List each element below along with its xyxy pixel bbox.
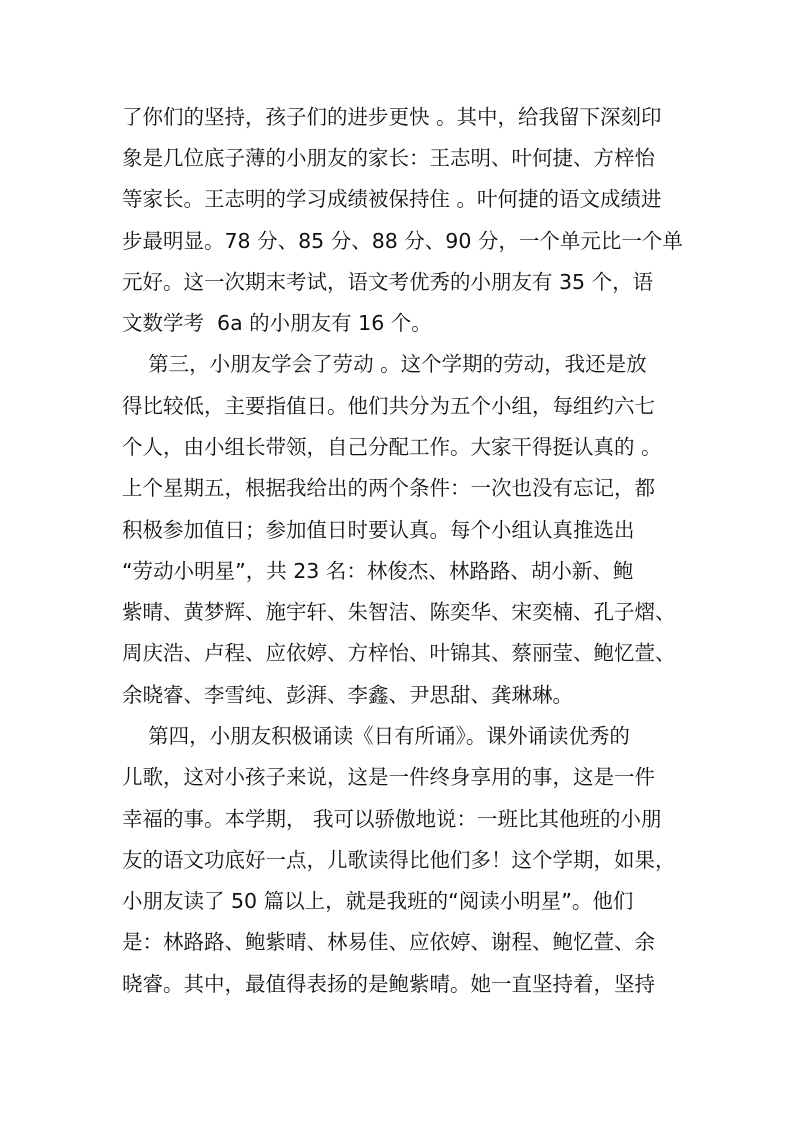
text-line: 第三，小朋友学会了劳动 。这个学期的劳动，我还是放 <box>122 352 647 376</box>
text-line: 周庆浩、卢程、应依婷、方梓怡、叶锦其、蔡丽莹、鲍忆萱、 <box>122 641 676 665</box>
text-line: 幸福的事。本学期， 我可以骄傲地说：一班比其他班的小朋 <box>122 807 662 831</box>
text-line: 是：林路路、鲍紫晴、林易佳、应依婷、谢程、鲍忆萱、余 <box>122 930 655 954</box>
text-line: 步最明显。78 分、85 分、88 分、90 分，一个单元比一个单 <box>122 229 683 253</box>
text-line: 紫晴、黄梦辉、施宇轩、朱智洁、陈奕华、宋奕楠、孔子熠、 <box>122 600 676 624</box>
text-line: 积极参加值日；参加值日时要认真。每个小组认真推选出 <box>122 518 635 542</box>
text-line: 小朋友读了 50 篇以上，就是我班的“阅读小明星”。他们 <box>122 889 634 913</box>
text-line: 友的语文功底好一点，儿歌读得比他们多！这个学期，如果， <box>122 848 676 872</box>
text-line: 等家长。王志明的学习成绩被保持住 。叶何捷的语文成绩进 <box>122 187 662 211</box>
text-line: 余晓睿、李雪纯、彭湃、李鑫、尹思甜、龚琳琳。 <box>122 683 573 707</box>
text-line: 个人，由小组长带领，自己分配工作。大家干得挺认真的 。 <box>122 435 662 459</box>
text-line: 第四，小朋友积极诵读《日有所诵》。课外诵读优秀的 <box>122 724 630 748</box>
text-line: 儿歌，这对小孩子来说，这是一件终身享用的事，这是一件 <box>122 765 655 789</box>
text-line: “劳动小明星”，共 23 名：林俊杰、林路路、胡小新、鲍 <box>122 559 634 583</box>
text-line: 晓睿。其中，最值得表扬的是鲍紫晴。她一直坚持着，坚持 <box>122 972 655 996</box>
text-line: 象是几位底子薄的小朋友的家长：王志明、叶何捷、方梓怡 <box>122 146 655 170</box>
text-line: 元好。这一次期末考试，语文考优秀的小朋友有 35 个，语 <box>122 270 654 294</box>
text-line: 了你们的坚持，孩子们的进步更快 。其中，给我留下深刻印 <box>122 105 662 129</box>
text-line: 得比较低，主要指值日。他们共分为五个小组，每组约六七 <box>122 394 655 418</box>
text-line: 上个星期五，根据我给出的两个条件：一次也没有忘记，都 <box>122 476 655 500</box>
text-line: 文数学考 6a 的小朋友有 16 个。 <box>122 311 432 335</box>
